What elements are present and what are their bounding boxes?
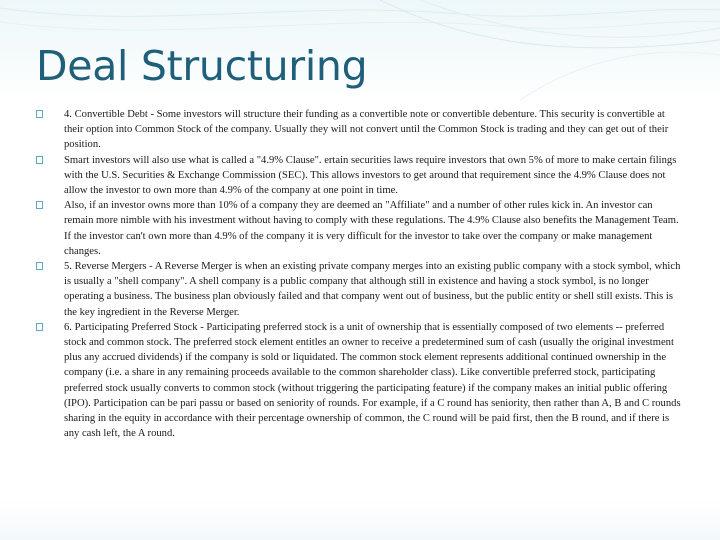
square-bullet-icon <box>36 262 43 270</box>
list-item <box>36 153 682 199</box>
page-title: Deal Structuring <box>36 42 368 90</box>
list-item <box>36 259 682 320</box>
footer-decoration <box>0 500 720 540</box>
list-item <box>36 198 682 259</box>
bullet-text: 6. Participating Preferred Stock - Participating preferred stock is a unit of ownership that is essentially composed of two elements -- preferred stock and common stock. The preferred stock element entitles an owner to receive a predetermined sum of cash (usually the original investment plus any accrued dividends) if the company is sold or liquidated. The common stock element represents additional continued ownership in the company (i.e. a share in any remaining proceeds available to the common shareholder class). Like convertible preferred stock, participating preferred stock usually converts to common stock (without triggering the participating feature) if the company makes an initial public offering (IPO). Participation can be pari passu or based on seniority of rounds. For example, if a C round has seniority, then rather than A, B and C rounds sharing in the equity in accordance with their percentage ownership of common, the C round will be paid first, then the B round, and if there is any cash left, the A round. <box>64 321 681 440</box>
list-item <box>36 320 682 442</box>
bullet-text: Also, if an investor owns more than 10% of a company they are deemed an "Affiliate" and a number of other rules kick in. An investor can remain more nimble with his investment without having to comply with these regulations. The 4.9% Clause also benefits the Management Team. If the investor can't own more than 4.9% of the company it is very difficult for the investor to take over the company or make management changes. <box>64 200 679 257</box>
square-bullet-icon <box>36 156 43 164</box>
square-bullet-icon <box>36 323 43 331</box>
list-item <box>36 107 682 153</box>
bullet-list <box>36 107 682 441</box>
bullet-text: Smart investors will also use what is called a "4.9% Clause". ertain securities laws require investors that own 5% of more to make certain filings with the U.S. Securities & Exchange Commission (SEC). This allows investors to get around that requirement since the 4.9% Clause does not allow the investor to own more than 4.9% of the company at one point in time. <box>64 154 677 197</box>
square-bullet-icon <box>36 201 43 209</box>
bullet-text: 4. Convertible Debt - Some investors will structure their funding as a convertible note or convertible debenture. This security is convertible at their option into Common Stock of the company. Usually they will not convert until the Common Stock is trading and they can get out of their position. <box>64 109 669 151</box>
bullet-text: 5. Reverse Mergers - A Reverse Merger is when an existing private company merges into an existing public company with a stock symbol, which is usually a "shell company". A shell company is a public company that although still in existence and having a stock symbol, is no longer operating a business. The business plan obviously failed and that company went out of business, but the public entity or shell still exists. This is the key ingredient in the Reverse Merger. <box>64 261 681 318</box>
square-bullet-icon <box>36 110 43 118</box>
